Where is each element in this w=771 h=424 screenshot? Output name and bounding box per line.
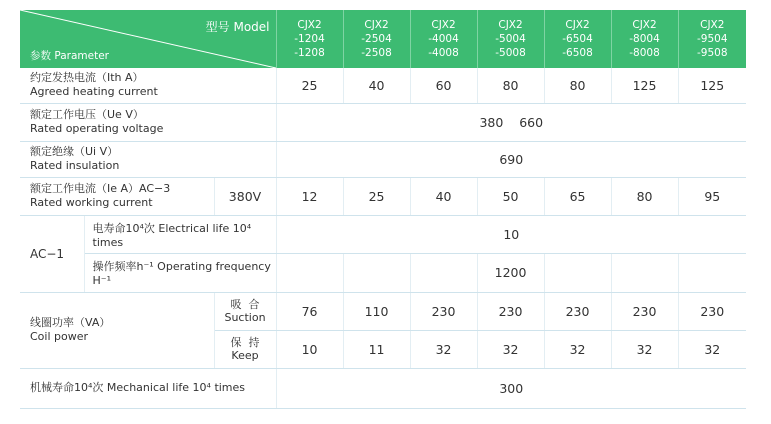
- table-cell: 25: [343, 177, 410, 215]
- electrical-life-label: 电寿命10⁴次 Electrical life 10⁴ times: [84, 215, 276, 253]
- model-header-1: CJX2 -1204 -1208: [276, 10, 343, 68]
- table-cell: [276, 253, 343, 292]
- table-cell: 32: [410, 330, 477, 368]
- table-cell: [678, 253, 746, 292]
- table-cell: 230: [477, 292, 544, 330]
- mechanical-life-label: 机械寿命10⁴次 Mechanical life 10⁴ times: [20, 368, 276, 408]
- table-cell: 32: [611, 330, 678, 368]
- table-cell: [343, 253, 410, 292]
- header-corner: [20, 10, 276, 68]
- table-cell: 230: [678, 292, 746, 330]
- header-row: [20, 10, 746, 68]
- model-header-3: CJX2 -4004 -4008: [410, 10, 477, 68]
- table-cell: 25: [276, 68, 343, 103]
- table-cell: [410, 253, 477, 292]
- insulation-value: 690: [276, 141, 746, 177]
- table-cell: 32: [678, 330, 746, 368]
- insulation-label: 额定绝缘（Ui V） Rated insulation: [20, 141, 276, 177]
- table-cell: 110: [343, 292, 410, 330]
- row-operating-frequency: [20, 253, 746, 292]
- table-cell: 32: [544, 330, 611, 368]
- table-cell: 80: [544, 68, 611, 103]
- table-cell: 125: [611, 68, 678, 103]
- model-header-5: CJX2 -6504 -6508: [544, 10, 611, 68]
- row-insulation: [20, 141, 746, 177]
- table-cell: 40: [410, 177, 477, 215]
- table-cell: 76: [276, 292, 343, 330]
- working-current-label: 额定工作电流（Ie A）AC−3 Rated working current: [20, 177, 214, 215]
- model-header-2: CJX2 -2504 -2508: [343, 10, 410, 68]
- table-cell: [544, 253, 611, 292]
- row-working-current: [20, 177, 746, 215]
- spec-table: [20, 10, 746, 409]
- table-cell: 32: [477, 330, 544, 368]
- table-cell: 11: [343, 330, 410, 368]
- table-cell: 50: [477, 177, 544, 215]
- model-header-7: CJX2 -9504 -9508: [678, 10, 746, 68]
- row-operating-voltage: [20, 103, 746, 141]
- table-cell: 12: [276, 177, 343, 215]
- table-cell: 10: [276, 330, 343, 368]
- keep-label: 保 持 Keep: [214, 330, 276, 368]
- table-cell: 65: [544, 177, 611, 215]
- electrical-life-value: 10: [276, 215, 746, 253]
- row-heating-current: [20, 68, 746, 103]
- table-cell: 40: [343, 68, 410, 103]
- coil-power-label: 线圈功率（VA） Coil power: [20, 292, 214, 368]
- row-electrical-life: [20, 215, 746, 253]
- operating-voltage-value: 380 660: [276, 103, 746, 141]
- operating-frequency-value: 1200: [477, 253, 544, 292]
- table-cell: 80: [611, 177, 678, 215]
- table-cell: 60: [410, 68, 477, 103]
- suction-label: 吸 合 Suction: [214, 292, 276, 330]
- model-header-6: CJX2 -8004 -8008: [611, 10, 678, 68]
- table-cell: 80: [477, 68, 544, 103]
- mechanical-life-value: 300: [276, 368, 746, 408]
- row-coil-suction: [20, 292, 746, 330]
- ac1-label: AC−1: [20, 215, 84, 292]
- table-cell: 230: [544, 292, 611, 330]
- operating-voltage-label: 额定工作电压（Ue V） Rated operating voltage: [20, 103, 276, 141]
- operating-frequency-label: 操作频率h⁻¹ Operating frequency H⁻¹: [84, 253, 276, 292]
- table-cell: 230: [410, 292, 477, 330]
- model-header-4: CJX2 -5004 -5008: [477, 10, 544, 68]
- row-mechanical-life: [20, 368, 746, 408]
- table-cell: 95: [678, 177, 746, 215]
- parameter-label: 参数 Parameter: [30, 50, 109, 62]
- table-cell: 125: [678, 68, 746, 103]
- heating-current-label: 约定发热电流（Ith A） Agreed heating current: [20, 68, 276, 103]
- table-cell: [611, 253, 678, 292]
- table-cell: 230: [611, 292, 678, 330]
- model-label: 型号 Model: [205, 20, 270, 34]
- working-current-voltage: 380V: [214, 177, 276, 215]
